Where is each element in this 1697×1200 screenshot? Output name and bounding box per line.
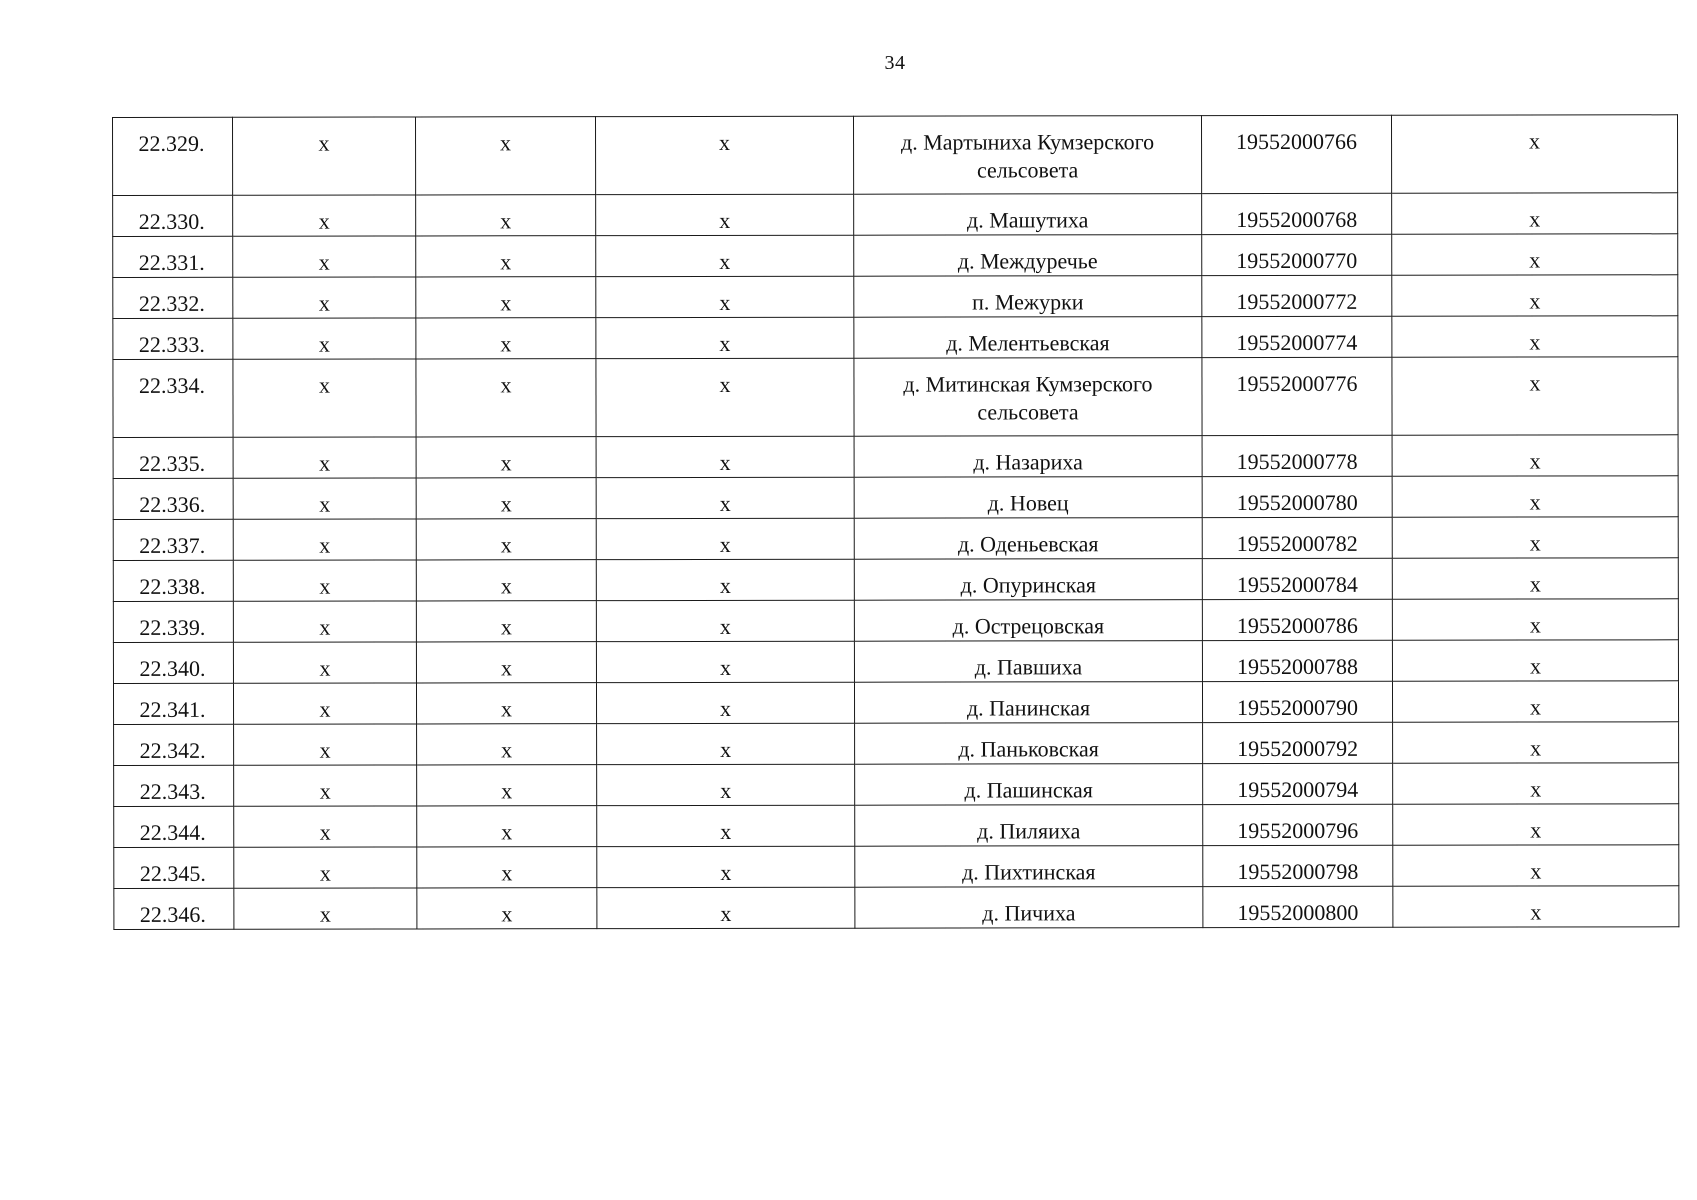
settlement-name-cell: д. Пихтинская (855, 846, 1203, 888)
table-row (113, 681, 1678, 725)
row-number-cell: 22.329. (113, 117, 233, 195)
column-7-cell: x (1392, 599, 1678, 640)
table-row (113, 599, 1678, 643)
settlement-name-cell: д. Опуринская (854, 559, 1202, 601)
column-3-cell: x (417, 806, 597, 847)
row-number-cell: 22.331. (113, 236, 233, 277)
oktmo-code-cell: 19552000798 (1203, 845, 1393, 886)
column-2-cell: x (234, 888, 417, 929)
column-4-cell: x (596, 235, 854, 276)
oktmo-code-cell: 19552000792 (1203, 722, 1393, 763)
column-4-cell: x (596, 477, 854, 518)
settlements-table (112, 114, 1679, 930)
column-3-cell: x (416, 519, 596, 560)
column-2-cell: x (233, 560, 416, 601)
column-3-cell: x (417, 724, 597, 765)
column-3-cell: x (416, 195, 596, 236)
settlement-name-cell: д. Машутиха (854, 194, 1202, 236)
column-7-cell: x (1393, 845, 1679, 886)
oktmo-code-cell: 19552000794 (1203, 763, 1393, 804)
oktmo-code-cell: 19552000776 (1202, 357, 1392, 435)
column-2-cell: x (233, 437, 416, 478)
column-4-cell: x (596, 436, 854, 477)
settlement-name-cell: д. Митинская Кумзерского сельсовета (854, 358, 1202, 437)
column-2-cell: x (233, 359, 416, 437)
column-4-cell: x (596, 276, 854, 317)
oktmo-code-cell: 19552000780 (1202, 476, 1392, 517)
row-number-cell: 22.343. (114, 765, 234, 806)
column-4-cell: x (597, 723, 855, 764)
column-2-cell: x (233, 683, 416, 724)
column-3-cell: x (417, 765, 597, 806)
row-number-cell: 22.332. (113, 277, 233, 318)
oktmo-code-cell: 19552000788 (1202, 640, 1392, 681)
column-3-cell: x (416, 277, 596, 318)
row-number-cell: 22.336. (113, 478, 233, 519)
table-row (113, 316, 1678, 360)
oktmo-code-cell: 19552000768 (1202, 193, 1392, 234)
table-row (113, 193, 1678, 237)
column-4-cell: x (597, 887, 855, 928)
settlement-name-cell: д. Назариха (854, 436, 1202, 478)
column-3-cell: x (416, 117, 596, 195)
column-4-cell: x (597, 846, 855, 887)
column-3-cell: x (416, 478, 596, 519)
oktmo-code-cell: 19552000774 (1202, 316, 1392, 357)
column-2-cell: x (233, 519, 416, 560)
column-2-cell: x (233, 236, 416, 277)
table-row (113, 517, 1678, 561)
table-row (113, 234, 1678, 278)
row-number-cell: 22.334. (113, 359, 233, 437)
table-row (113, 558, 1678, 602)
column-7-cell: x (1392, 476, 1678, 517)
column-2-cell: x (234, 806, 417, 847)
column-7-cell: x (1392, 681, 1678, 722)
settlement-name-cell: д. Пиляиха (855, 805, 1203, 847)
column-7-cell: x (1393, 763, 1679, 804)
page-number: 34 (884, 52, 906, 74)
row-number-cell: 22.346. (114, 888, 234, 929)
column-3-cell: x (416, 683, 596, 724)
column-7-cell: x (1392, 435, 1678, 476)
column-4-cell: x (597, 764, 855, 805)
column-4-cell: x (596, 641, 854, 682)
row-number-cell: 22.345. (114, 847, 234, 888)
column-4-cell: x (596, 518, 854, 559)
column-7-cell: x (1392, 357, 1678, 435)
table-body (113, 115, 1679, 930)
column-7-cell: x (1392, 234, 1678, 275)
settlement-name-cell: д. Пашинская (855, 764, 1203, 806)
row-number-cell: 22.338. (113, 560, 233, 601)
row-number-cell: 22.340. (113, 642, 233, 683)
settlement-name-cell: д. Оденьевская (854, 518, 1202, 560)
table-row (114, 804, 1679, 848)
column-7-cell: x (1392, 517, 1678, 558)
table-row (114, 845, 1679, 889)
column-3-cell: x (416, 437, 596, 478)
column-2-cell: x (233, 318, 416, 359)
oktmo-code-cell: 19552000766 (1201, 115, 1391, 193)
column-3-cell: x (416, 601, 596, 642)
table-row (114, 763, 1679, 807)
table-row (114, 722, 1679, 766)
column-2-cell: x (233, 277, 416, 318)
row-number-cell: 22.330. (113, 195, 233, 236)
row-number-cell: 22.341. (113, 683, 233, 724)
column-2-cell: x (233, 642, 416, 683)
column-3-cell: x (416, 359, 596, 437)
oktmo-code-cell: 19552000796 (1203, 804, 1393, 845)
column-7-cell: x (1392, 558, 1678, 599)
settlement-name-cell: д. Пичиха (855, 887, 1203, 929)
oktmo-code-cell: 19552000790 (1202, 681, 1392, 722)
settlement-name-cell: д. Мелентьевская (854, 317, 1202, 359)
column-4-cell: x (596, 317, 854, 358)
settlement-name-cell: д. Новец (854, 477, 1202, 519)
column-7-cell: x (1392, 316, 1678, 357)
settlement-name-cell: д. Панинская (854, 682, 1202, 724)
row-number-cell: 22.342. (114, 724, 234, 765)
column-7-cell: x (1391, 115, 1677, 193)
settlement-name-cell: д. Острецовская (854, 600, 1202, 642)
column-2-cell: x (234, 765, 417, 806)
oktmo-code-cell: 19552000784 (1202, 558, 1392, 599)
column-2-cell: x (233, 117, 416, 195)
column-7-cell: x (1392, 193, 1678, 234)
column-3-cell: x (416, 560, 596, 601)
table-row (114, 886, 1679, 930)
column-2-cell: x (233, 195, 416, 236)
column-3-cell: x (417, 888, 597, 929)
table-row (113, 357, 1678, 438)
column-3-cell: x (416, 642, 596, 683)
settlement-name-cell: д. Паньковская (855, 723, 1203, 765)
column-7-cell: x (1392, 640, 1678, 681)
oktmo-code-cell: 19552000778 (1202, 435, 1392, 476)
column-3-cell: x (416, 236, 596, 277)
settlement-name-cell: д. Междуречье (854, 235, 1202, 277)
settlement-name-cell: д. Павшиха (854, 641, 1202, 683)
table-row (113, 640, 1678, 684)
column-2-cell: x (234, 724, 417, 765)
column-7-cell: x (1393, 722, 1679, 763)
column-4-cell: x (596, 559, 854, 600)
table-row (113, 275, 1678, 319)
row-number-cell: 22.335. (113, 437, 233, 478)
oktmo-code-cell: 19552000782 (1202, 517, 1392, 558)
column-7-cell: x (1393, 804, 1679, 845)
column-4-cell: x (596, 358, 854, 436)
settlement-name-cell: д. Мартыниха Кумзерского сельсовета (853, 116, 1201, 195)
column-7-cell: x (1392, 275, 1678, 316)
table-row (113, 476, 1678, 520)
column-2-cell: x (234, 847, 417, 888)
column-3-cell: x (417, 847, 597, 888)
column-2-cell: x (233, 601, 416, 642)
row-number-cell: 22.344. (114, 806, 234, 847)
oktmo-code-cell: 19552000800 (1203, 886, 1393, 927)
oktmo-code-cell: 19552000786 (1202, 599, 1392, 640)
settlement-name-cell: п. Межурки (854, 276, 1202, 318)
column-4-cell: x (596, 600, 854, 641)
table-row (113, 115, 1678, 196)
oktmo-code-cell: 19552000772 (1202, 275, 1392, 316)
column-4-cell: x (596, 194, 854, 235)
row-number-cell: 22.333. (113, 318, 233, 359)
column-7-cell: x (1393, 886, 1679, 927)
column-4-cell: x (596, 116, 854, 194)
column-4-cell: x (596, 682, 854, 723)
row-number-cell: 22.337. (113, 519, 233, 560)
row-number-cell: 22.339. (113, 601, 233, 642)
column-2-cell: x (233, 478, 416, 519)
column-3-cell: x (416, 318, 596, 359)
column-4-cell: x (597, 805, 855, 846)
oktmo-code-cell: 19552000770 (1202, 234, 1392, 275)
table-row (113, 435, 1678, 479)
